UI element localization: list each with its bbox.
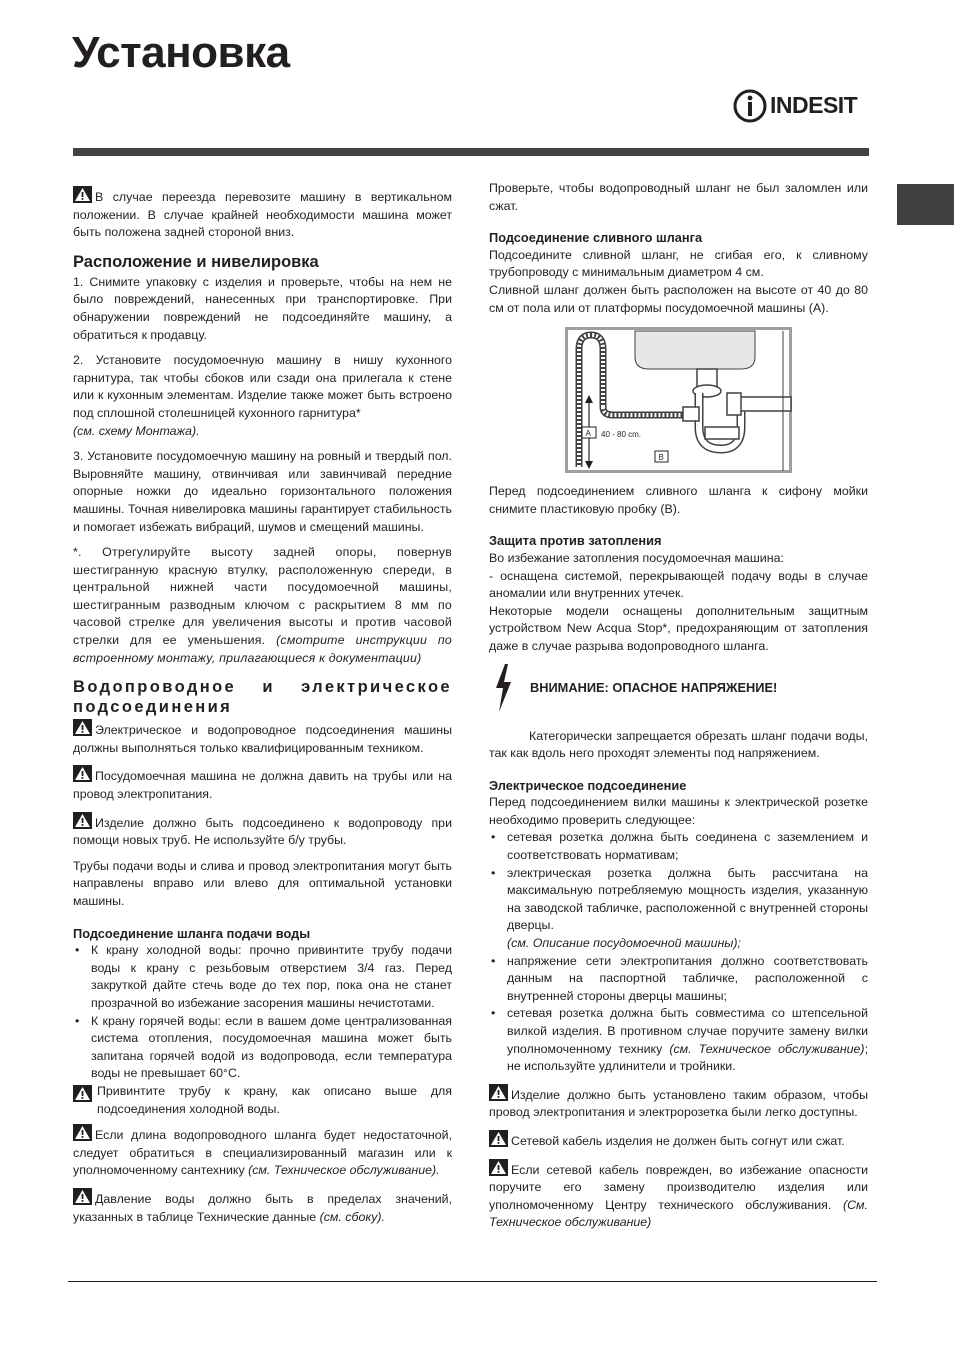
left-column [73, 186, 452, 1234]
subheading-flood-protection: Защита против затопления [489, 533, 662, 549]
label-a: A [585, 429, 591, 439]
warning-icon [489, 1130, 508, 1147]
paragraph: Во избежание затопления посудомоечная машина: [489, 550, 784, 565]
paragraph: Сливной шланг должен быть расположен на высоте от 40 до 80 см от пола или от платформы посудомоечной машины (А). [489, 282, 868, 315]
list-item: • сетевая розетка должна быть совместима со штепсельной вилкой изделия. В противном случае поручите замену вилки уполномоченному технику (см. Техническое обслуживание); не используйте удлинители и тройники. [489, 1005, 868, 1075]
water-inlet-list [73, 942, 452, 1083]
danger-voltage-warning [489, 664, 868, 718]
paragraph: Некоторые модели оснащены дополнительным защитным устройством New Acqua Stop*, предохраняющим от затопления даже в случае разрыва водопроводного шланга. [489, 603, 868, 653]
warning-icon [73, 1188, 92, 1205]
brand-name: INDESIT [770, 92, 858, 118]
warning-note: Посудомоечная машина не должна давить на трубы или на провод электропитания. [73, 765, 452, 803]
paragraph: 3. Установите посудомоечную машину на ровный и твердый пол. Выровняйте машину, отвинчивая или завинчивай передние опорные ножки до идеально горизонтального положения машины. Точная нивелировка машины гарантирует стабильность и помогает избежать вибраций, шумов и смещений машины. [73, 449, 452, 534]
warning-note: Изделие должно быть установлено таким образом, чтобы провод электропитания и электророзетка были легко доступны. [489, 1084, 868, 1122]
paragraph: Проверьте, чтобы водопроводный шланг не был заломлен или сжат. [489, 181, 868, 213]
list-item: • напряжение сети электропитания должно соответствовать данным на паспортной табличке, расположенной с внутренней стороны дверцы машины; [489, 953, 868, 1006]
warning-note: Сетевой кабель изделия не должен быть согнут или сжат. [489, 1130, 868, 1151]
warning-icon [73, 1124, 92, 1141]
paragraph: - оснащена системой, перекрывающей подачу воды в случае аномалии или внутренних утечек. [489, 568, 868, 601]
warning-icon [73, 186, 92, 203]
warning-icon [489, 1159, 508, 1176]
paragraph: *. Отрегулируйте высоту задней опоры, повернув шестигранную красную втулку, расположенную спереди, в центральной нижней части посудомоечной машины, шестигранным разводным ключом с раскрытием 8 мм по часовой стрелке для увеличения высоты и против часовой стрелки для ее уменьшения. (смотрите инструкции по встроенному монтажу, прилагающиеся к документации) [73, 545, 452, 665]
danger-label: ВНИМАНИЕ: ОПАСНОЕ НАПРЯЖЕНИЕ! [530, 679, 778, 695]
indesit-logo [732, 86, 872, 126]
warning-note: Если длина водопроводного шланга будет недостаточной, следует обратиться в специализированный магазин или к уполномоченному сантехнику (см. Техническое обслуживание). [73, 1124, 452, 1180]
warning-note: Изделие должно быть подсоединено к водопроводу при помощи новых труб. Не используйте б/у трубы. [73, 812, 452, 850]
drain-hose-diagram [565, 327, 792, 473]
paragraph: Перед подсоединением вилки машины к электрической розетке необходимо проверить следующее: [489, 795, 868, 827]
warning-icon [73, 719, 92, 736]
page-title: Установка [72, 28, 290, 77]
section-tab [897, 184, 954, 225]
label-b: B [658, 453, 664, 463]
paragraph: Категорически запрещается обрезать шланг подачи воды, так как вдоль него проходят элементы под напряжением. [489, 728, 868, 761]
paragraph: Трубы подачи воды и слива и провод электропитания могут быть направлены вправо или влево для оптимальной установки машины. [73, 858, 452, 908]
intro-paragraph: В случае переезда перевозите машину в вертикальном положении. В случае крайней необходимости машина может быть положена задней стороной вниз. [73, 186, 452, 242]
warning-icon [489, 1084, 508, 1101]
warning-note: Если сетевой кабель поврежден, во избежание опасности поручите его замену производителю изделия или уполномоченному Центру технического обслуживания. (См. Техническое обслуживание) [489, 1159, 868, 1232]
paragraph: 1. Снимите упаковку с изделия и проверьте, чтобы на нем не было повреждений, нанесенных при транспортировке. При обнаружении повреждений не подсоединяйте машину, а обратиться к продавцу. [73, 274, 452, 342]
section-heading-placement: Расположение и нивелировка [73, 252, 319, 271]
lightning-bolt-icon [493, 664, 513, 712]
list-item: • К крану горячей воды: если в вашем доме централизованная система отопления, посудомоечная машина может быть запитана горячей водой из водопровода, если температура воды не превышает 60°С. [73, 1013, 452, 1083]
drain-diagram-illustration [565, 327, 792, 473]
logo-circle-icon [732, 86, 768, 126]
section-heading-connections: Водопроводное и электрическое подсоединения [73, 678, 452, 717]
subheading-electrical: Электрическое подсоединение [489, 777, 687, 793]
list-item: • К крану холодной воды: прочно привинтите трубу подачи воды к крану с резьбовым отверстием 3/4 газ. Перед закруткой дайте стечь воде до тех пор, пока она не станет прозрачной во избежание засорения машины нечистотами. [73, 942, 452, 1012]
paragraph: Перед подсоединением сливного шланга к сифону мойки снимите пластиковую пробку (В). [489, 484, 868, 516]
right-column [489, 180, 868, 1240]
paragraph: 2. Установите посудомоечную машину в нишу кухонного гарнитура, так чтобы сбоков или сзади она прилегала к стене или к кухонным элементам. Изделие также может быть встроено под сплошной столешницей кухонного гарнитура* (см. схему Монтажа). [73, 353, 452, 438]
warning-note: Привинтите трубу к крану, как описано выше для подсоединения холодной воды. [73, 1083, 452, 1118]
warning-note: Давление воды должно быть в пределах значений, указанных в таблице Технические данные (см. сбоку). [73, 1188, 452, 1226]
warning-icon [73, 1085, 92, 1102]
paragraph: Подсоедините сливной шланг, не сгибая его, к сливному трубопроводу с минимальным диаметром 4 см. [489, 247, 868, 280]
warning-icon [73, 812, 92, 829]
footer-rule [68, 1281, 877, 1282]
list-item: • сетевая розетка должна быть соединена с заземлением и соответствовать нормативам; [489, 829, 868, 864]
header-bar [73, 148, 869, 156]
warning-icon [73, 765, 92, 782]
subheading-water-inlet: Подсоединение шланга подачи воды [73, 925, 311, 941]
warning-note: Электрическое и водопроводное подсоединения машины должны выполняться только квалифицированным техником. [73, 719, 452, 757]
electrical-checklist [489, 829, 868, 1075]
subheading-drain-hose: Подсоединение сливного шланга [489, 230, 703, 246]
list-item: • электрическая розетка должна быть рассчитана на максимальную потребляемую мощность изделия, указанную на заводской табличке, расположенной с внутренней стороны дверцы. (см. Описание посудомоечной машины); [489, 865, 868, 953]
height-range-label: 40 - 80 cm. [601, 430, 642, 440]
